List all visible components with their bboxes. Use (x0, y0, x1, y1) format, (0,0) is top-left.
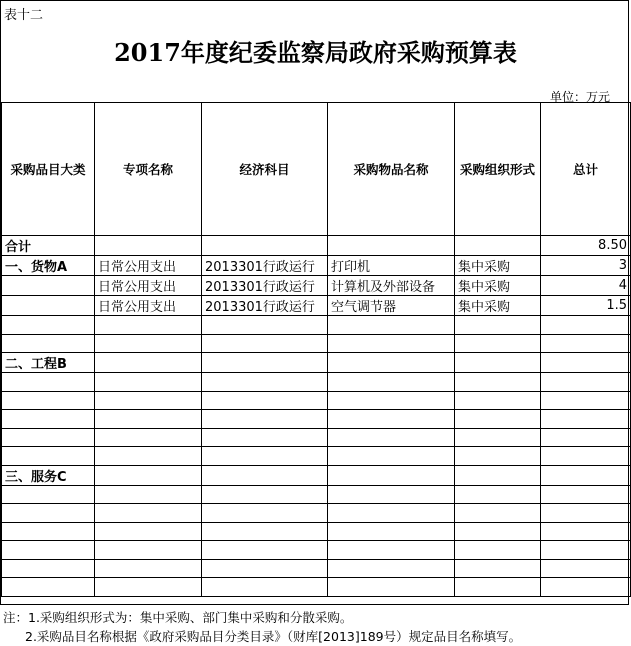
table-row (2, 236, 631, 256)
row-subject (202, 485, 328, 504)
row-form (455, 504, 541, 523)
row-form (455, 236, 541, 256)
row-project (95, 578, 202, 597)
header-item: 采购物品名称 (328, 103, 455, 236)
table-row (2, 504, 631, 523)
row-form (455, 428, 541, 447)
table-row (2, 428, 631, 447)
row-project (95, 316, 202, 335)
row-category (2, 522, 95, 541)
table-row (2, 316, 631, 335)
row-subject (202, 316, 328, 335)
row-total (541, 522, 631, 541)
row-form (455, 391, 541, 410)
table-row (2, 447, 631, 466)
row-project (95, 410, 202, 429)
footnotes (3, 608, 521, 646)
table-row (2, 485, 631, 504)
table-row (2, 296, 631, 316)
header-project: 专项名称 (95, 103, 202, 236)
row-item (328, 353, 455, 373)
row-item: 空气调节器 (328, 296, 455, 316)
row-project: 日常公用支出 (95, 296, 202, 316)
table-row (2, 465, 631, 485)
row-total (541, 428, 631, 447)
row-category (2, 447, 95, 466)
row-item (328, 373, 455, 392)
row-category (2, 373, 95, 392)
row-item (328, 578, 455, 597)
row-form (455, 334, 541, 353)
row-category: 合计 (2, 236, 95, 256)
row-form: 集中采购 (455, 296, 541, 316)
row-subject (202, 578, 328, 597)
row-form: 集中采购 (455, 256, 541, 276)
row-subject (202, 353, 328, 373)
header-row (2, 103, 631, 236)
row-item (328, 541, 455, 560)
row-total (541, 559, 631, 578)
row-item (328, 391, 455, 410)
row-total (541, 353, 631, 373)
table-row (2, 373, 631, 392)
row-category (2, 504, 95, 523)
row-category (2, 391, 95, 410)
table-row (2, 276, 631, 296)
page-title: 2017年度纪委监察局政府采购预算表 (114, 38, 517, 67)
row-project: 日常公用支出 (95, 256, 202, 276)
header-form: 采购组织形式 (455, 103, 541, 236)
row-item: 打印机 (328, 256, 455, 276)
row-category: 三、服务C (2, 465, 95, 485)
row-item (328, 485, 455, 504)
row-total: 8.50 (541, 236, 631, 256)
row-project (95, 334, 202, 353)
table-row (2, 334, 631, 353)
row-category (2, 485, 95, 504)
procurement-table (1, 102, 631, 597)
row-total (541, 541, 631, 560)
row-total: 4 (541, 276, 631, 296)
row-form (455, 353, 541, 373)
row-item (328, 236, 455, 256)
row-subject: 2013301行政运行 (202, 296, 328, 316)
row-project (95, 504, 202, 523)
table-row (2, 559, 631, 578)
row-item (328, 559, 455, 578)
row-project (95, 447, 202, 466)
header-subject: 经济科目 (202, 103, 328, 236)
row-form (455, 522, 541, 541)
row-form (455, 485, 541, 504)
row-project (95, 391, 202, 410)
row-category: 一、货物A (2, 256, 95, 276)
row-item: 计算机及外部设备 (328, 276, 455, 296)
row-subject (202, 410, 328, 429)
row-subject: 2013301行政运行 (202, 256, 328, 276)
row-total (541, 373, 631, 392)
row-form (455, 578, 541, 597)
row-project (95, 559, 202, 578)
row-category (2, 316, 95, 335)
row-project (95, 541, 202, 560)
row-form (455, 541, 541, 560)
row-form (455, 316, 541, 335)
table-row (2, 578, 631, 597)
table-row (2, 391, 631, 410)
row-item (328, 465, 455, 485)
table-row (2, 256, 631, 276)
row-category (2, 428, 95, 447)
row-category (2, 410, 95, 429)
row-total (541, 447, 631, 466)
row-item (328, 316, 455, 335)
row-project (95, 373, 202, 392)
row-total (541, 504, 631, 523)
row-project (95, 522, 202, 541)
unit-label: 单位：万元 (549, 90, 610, 104)
row-total: 1.5 (541, 296, 631, 316)
row-subject (202, 465, 328, 485)
note-1: 注：1.采购组织形式为：集中采购、部门集中采购和分散采购。 (3, 610, 353, 625)
row-subject (202, 391, 328, 410)
row-category (2, 541, 95, 560)
row-item (328, 522, 455, 541)
row-item (328, 428, 455, 447)
row-item (328, 504, 455, 523)
row-subject: 2013301行政运行 (202, 276, 328, 296)
row-total: 3 (541, 256, 631, 276)
row-form: 集中采购 (455, 276, 541, 296)
note-2: 2.采购品目名称根据《政府采购品目分类目录》（财库[2013]189号）规定品目名称填写。 (25, 629, 522, 644)
row-subject (202, 373, 328, 392)
row-project (95, 353, 202, 373)
row-subject (202, 559, 328, 578)
row-item (328, 334, 455, 353)
row-subject (202, 447, 328, 466)
row-total (541, 485, 631, 504)
row-form (455, 447, 541, 466)
row-project (95, 465, 202, 485)
row-project (95, 485, 202, 504)
row-form (455, 465, 541, 485)
row-total (541, 578, 631, 597)
table-row (2, 541, 631, 560)
row-total (541, 316, 631, 335)
row-subject (202, 236, 328, 256)
table-row (2, 410, 631, 429)
row-project (95, 428, 202, 447)
row-total (541, 334, 631, 353)
row-subject (202, 334, 328, 353)
row-category (2, 578, 95, 597)
table-number: 表十二 (4, 8, 44, 23)
row-category: 二、工程B (2, 353, 95, 373)
row-form (455, 373, 541, 392)
row-category (2, 296, 95, 316)
row-category (2, 334, 95, 353)
row-subject (202, 541, 328, 560)
row-item (328, 447, 455, 466)
header-total: 总计 (541, 103, 631, 236)
row-project: 日常公用支出 (95, 276, 202, 296)
header-category: 采购品目大类 (2, 103, 95, 236)
table-row (2, 353, 631, 373)
row-total (541, 410, 631, 429)
row-item (328, 410, 455, 429)
row-subject (202, 504, 328, 523)
row-total (541, 465, 631, 485)
row-category (2, 276, 95, 296)
row-subject (202, 522, 328, 541)
row-project (95, 236, 202, 256)
row-category (2, 559, 95, 578)
row-form (455, 410, 541, 429)
table-row (2, 522, 631, 541)
row-form (455, 559, 541, 578)
row-subject (202, 428, 328, 447)
row-total (541, 391, 631, 410)
